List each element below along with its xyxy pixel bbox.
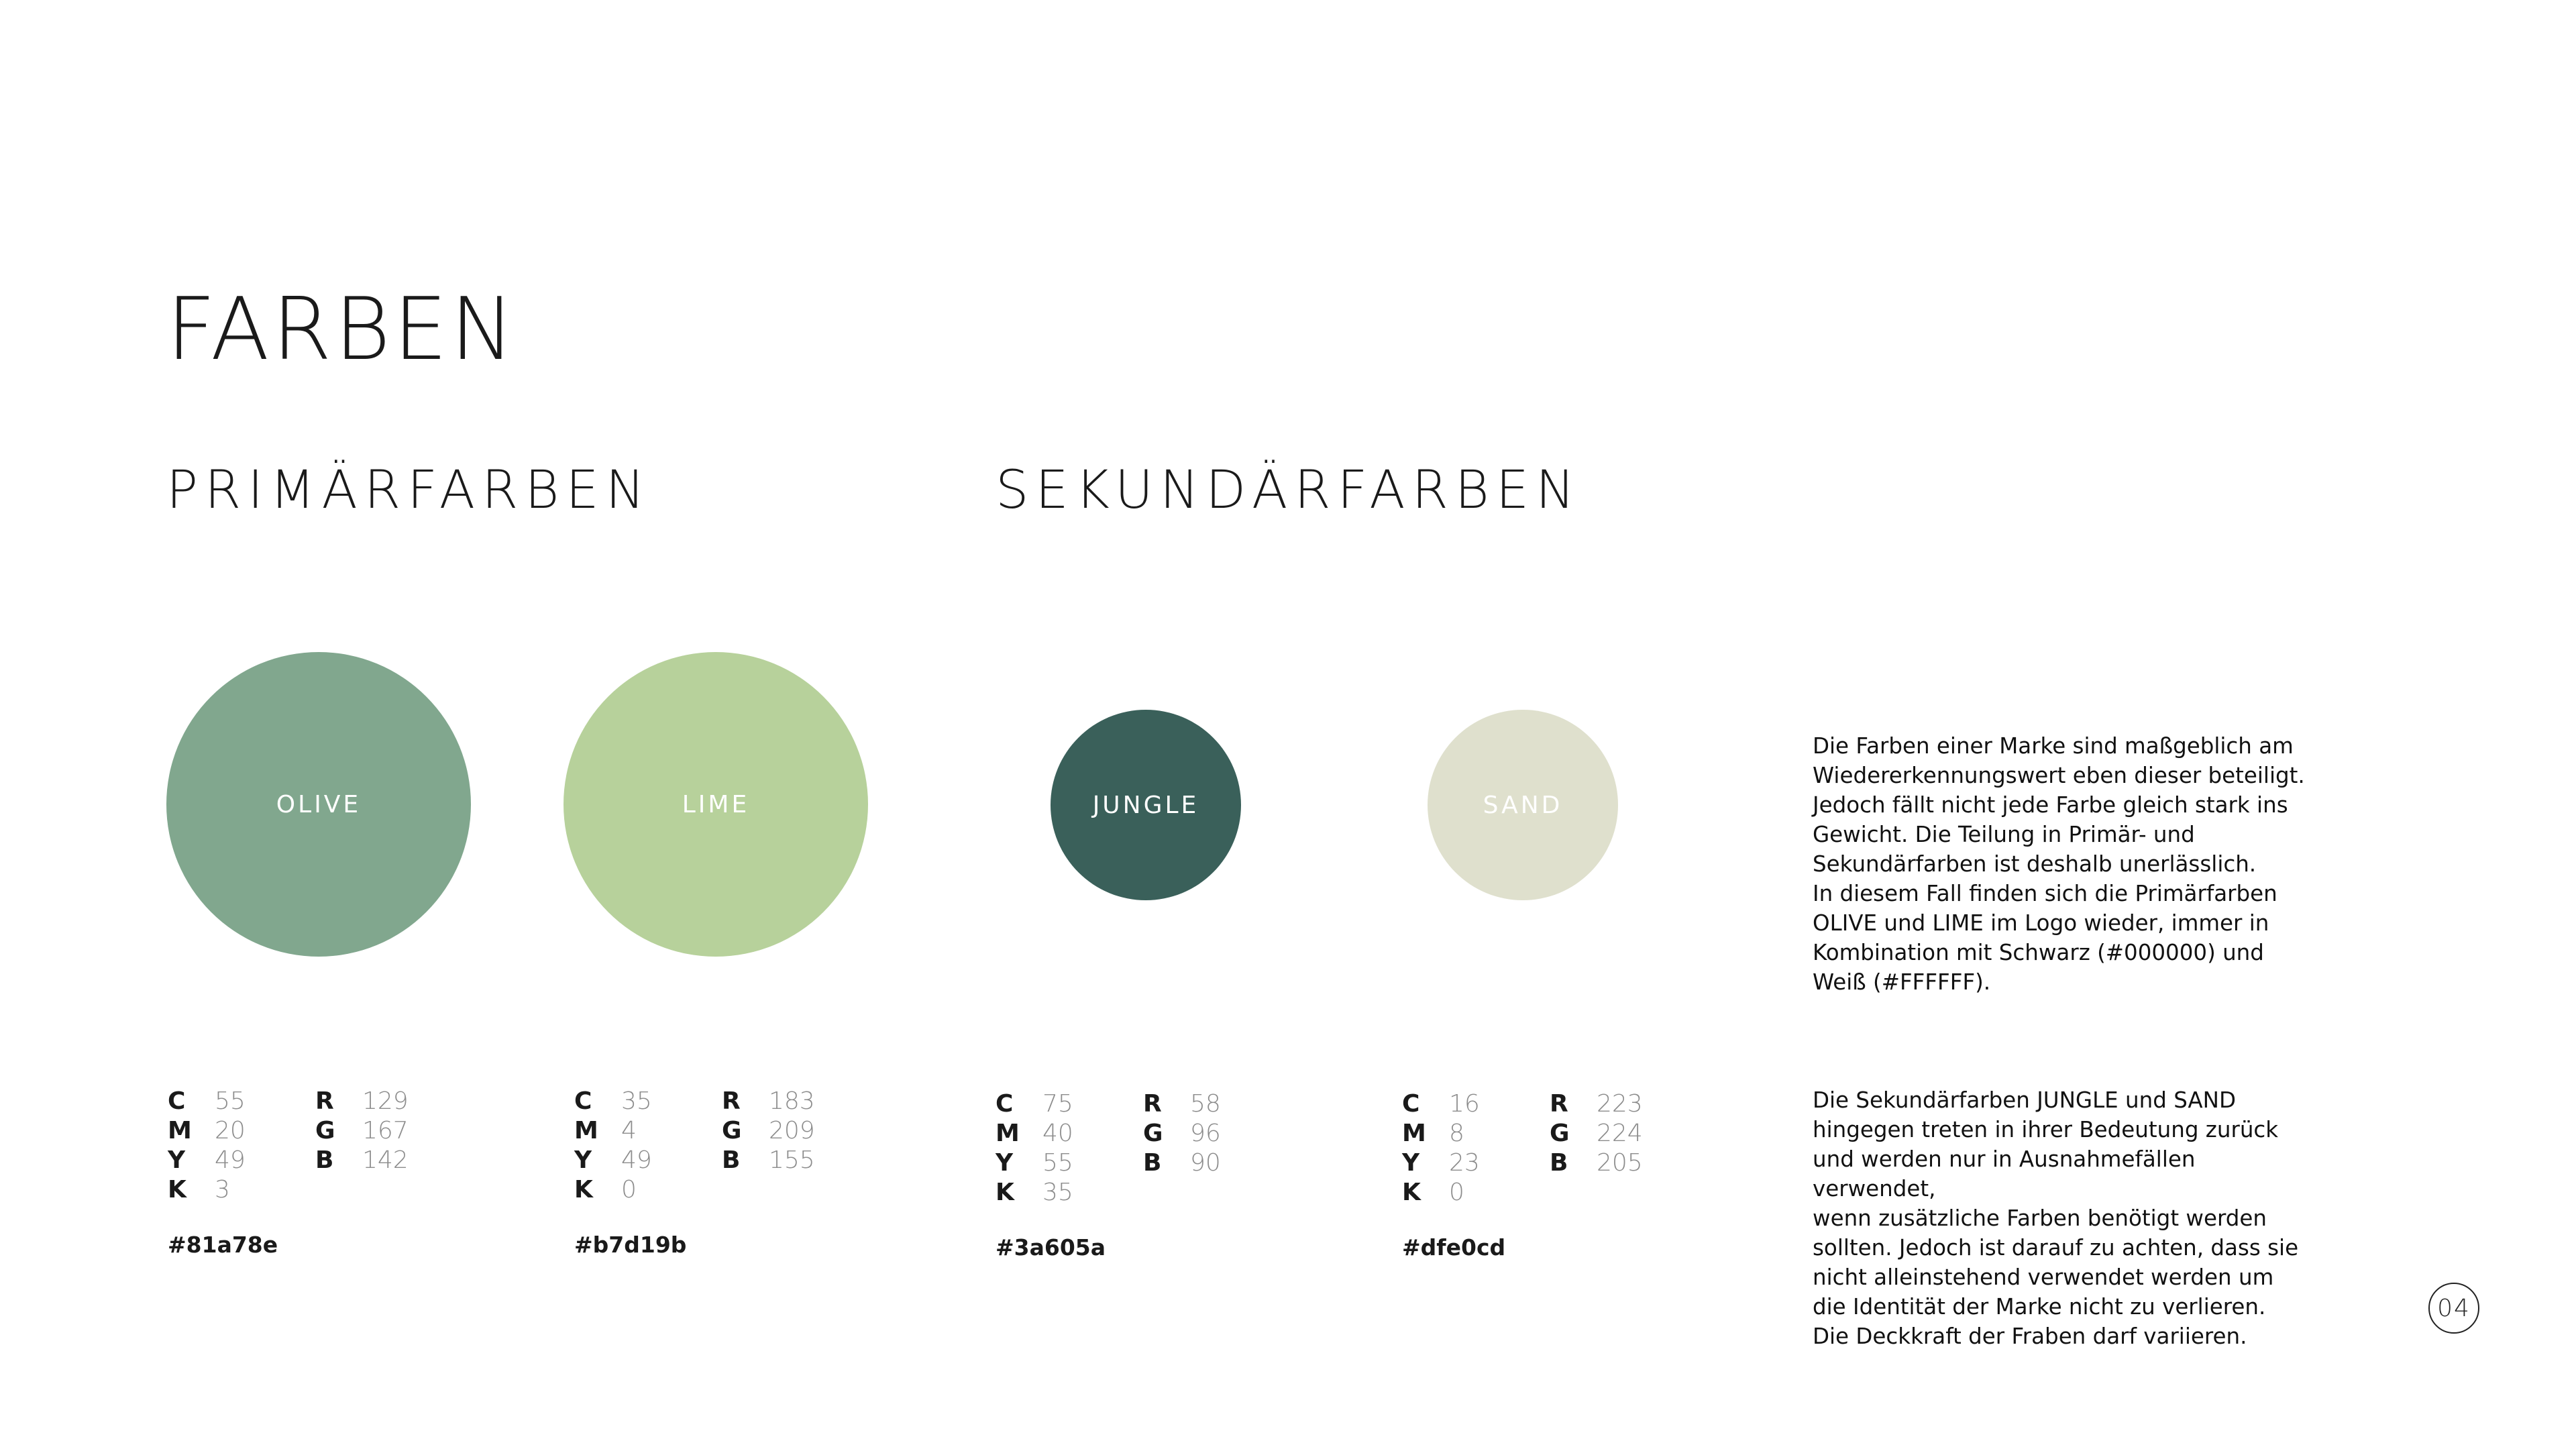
- cmyk-k-label: K: [1402, 1179, 1421, 1206]
- cmyk-m-value: 40: [1042, 1120, 1073, 1147]
- cmyk-m-value: 20: [215, 1117, 246, 1144]
- cmyk-k-label: K: [996, 1179, 1014, 1206]
- rgb-r-label: R: [722, 1087, 741, 1115]
- cmyk-k-label: K: [168, 1176, 186, 1203]
- cmyk-c-value: 35: [621, 1087, 652, 1115]
- cmyk-c-value: 16: [1449, 1090, 1480, 1118]
- hex-code-sand: #dfe0cd: [1402, 1234, 1506, 1260]
- hex-code-olive: #81a78e: [168, 1232, 278, 1258]
- rgb-b-value: 205: [1597, 1149, 1643, 1177]
- cmyk-y-value: 49: [621, 1146, 652, 1174]
- rgb-b-label: B: [315, 1146, 334, 1174]
- hex-code-jungle: #3a605a: [996, 1234, 1106, 1260]
- description-text: [1813, 702, 2322, 1381]
- cmyk-k-value: 0: [621, 1176, 637, 1203]
- cmyk-m-label: M: [168, 1117, 192, 1144]
- rgb-r-value: 183: [769, 1087, 815, 1115]
- rgb-r-label: R: [315, 1087, 334, 1115]
- swatch-label-sand: SAND: [1483, 791, 1563, 819]
- rgb-r-value: 223: [1597, 1090, 1643, 1118]
- cmyk-y-value: 55: [1042, 1149, 1073, 1177]
- cmyk-y-value: 49: [215, 1146, 246, 1174]
- swatch-jungle: [1051, 710, 1241, 900]
- description-paragraph-2: Die Sekundärfarben JUNGLE und SAND hingegen treten in ihrer Bedeutung zurück und werden nur in Ausnahmefällen verwendet, wenn zusätzliche Farben benötigt werden sollten. Jedoch ist darauf zu achten, dass sie nicht alleinstehend verwendet werden um die Identität der Marke nicht zu verlieren. Die Deckkraft der Fraben darf variieren.: [1813, 1087, 2299, 1349]
- cmyk-m-label: M: [574, 1117, 598, 1144]
- cmyk-m-value: 4: [621, 1117, 637, 1144]
- cmyk-y-label: Y: [1402, 1149, 1420, 1177]
- cmyk-k-value: 3: [215, 1176, 230, 1203]
- rgb-b-label: B: [1143, 1149, 1162, 1177]
- rgb-g-label: G: [722, 1117, 742, 1144]
- cmyk-m-label: M: [1402, 1120, 1426, 1147]
- primary-colors-heading: PRIMÄRFARBEN: [166, 460, 652, 521]
- rgb-b-label: B: [1550, 1149, 1568, 1177]
- cmyk-c-label: C: [996, 1090, 1014, 1118]
- swatch-olive: [166, 652, 471, 957]
- rgb-b-value: 142: [362, 1146, 409, 1174]
- cmyk-c-label: C: [1402, 1090, 1420, 1118]
- rgb-b-value: 90: [1190, 1149, 1221, 1177]
- rgb-r-value: 129: [362, 1087, 409, 1115]
- rgb-g-value: 167: [362, 1117, 409, 1144]
- rgb-g-label: G: [1143, 1120, 1163, 1147]
- cmyk-y-label: Y: [574, 1146, 592, 1174]
- swatch-label-jungle: JUNGLE: [1092, 791, 1199, 819]
- cmyk-y-label: Y: [168, 1146, 186, 1174]
- rgb-r-label: R: [1550, 1090, 1568, 1118]
- swatch-label-olive: OLIVE: [276, 790, 362, 818]
- cmyk-c-label: C: [574, 1087, 592, 1115]
- rgb-b-label: B: [722, 1146, 741, 1174]
- cmyk-m-value: 8: [1449, 1120, 1464, 1147]
- cmyk-y-label: Y: [996, 1149, 1014, 1177]
- rgb-g-value: 96: [1190, 1120, 1221, 1147]
- cmyk-m-label: M: [996, 1120, 1020, 1147]
- cmyk-c-label: C: [168, 1087, 186, 1115]
- rgb-g-value: 209: [769, 1117, 815, 1144]
- page-number-badge: 04: [2428, 1283, 2479, 1334]
- rgb-g-label: G: [1550, 1120, 1570, 1147]
- rgb-b-value: 155: [769, 1146, 815, 1174]
- swatch-label-lime: LIME: [682, 790, 750, 818]
- cmyk-c-value: 55: [215, 1087, 246, 1115]
- rgb-g-value: 224: [1597, 1120, 1643, 1147]
- cmyk-c-value: 75: [1042, 1090, 1073, 1118]
- cmyk-k-value: 0: [1449, 1179, 1464, 1206]
- cmyk-y-value: 23: [1449, 1149, 1480, 1177]
- cmyk-k-value: 35: [1042, 1179, 1073, 1206]
- hex-code-lime: #b7d19b: [574, 1232, 687, 1258]
- page-title: FARBEN: [166, 280, 517, 380]
- swatch-sand: [1428, 710, 1618, 900]
- rgb-r-value: 58: [1190, 1090, 1221, 1118]
- cmyk-k-label: K: [574, 1176, 593, 1203]
- rgb-r-label: R: [1143, 1090, 1162, 1118]
- rgb-g-label: G: [315, 1117, 335, 1144]
- secondary-colors-heading: SEKUNDÄRFARBEN: [996, 460, 1582, 521]
- description-paragraph-1: Die Farben einer Marke sind maßgeblich am Wiedererkennungswert eben dieser beteiligt. Jedoch fällt nicht jede Farbe gleich stark ins Gewicht. Die Teilung in Primär- und Sekundärfarben ist deshalb unerlässlich. In diesem Fall finden sich die Primärfarben OLIVE und LIME im Logo wieder, immer in Kombination mit Schwarz (#000000) und Weiß (#FFFFFF).: [1813, 733, 2305, 995]
- swatch-lime: [564, 652, 868, 957]
